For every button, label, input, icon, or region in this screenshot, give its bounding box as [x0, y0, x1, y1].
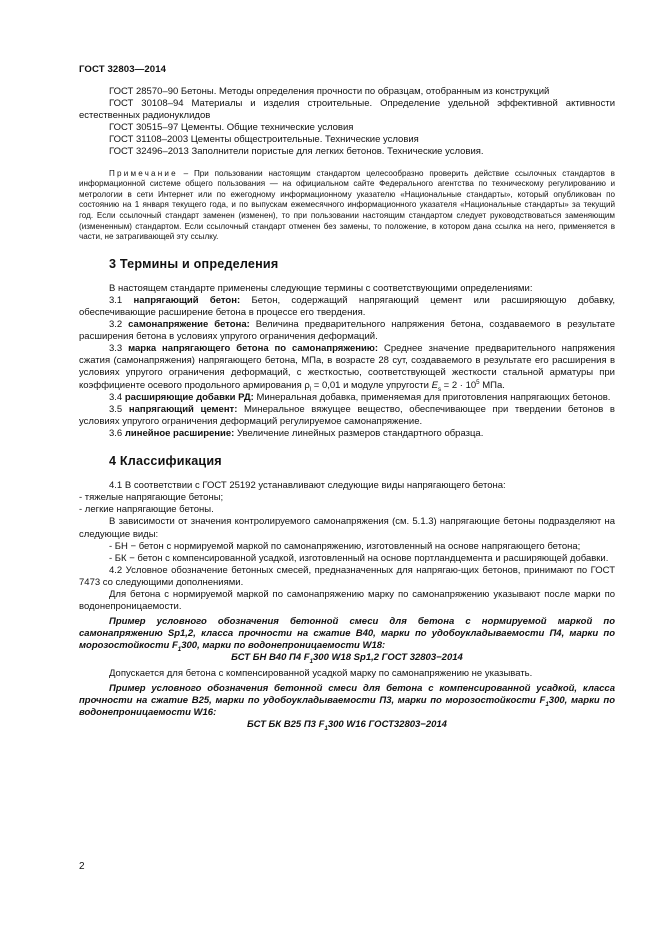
term-3-2 [79, 319, 615, 343]
classification-paragraph: Допускается для бетона с компенсированной усадкой марку по самонапряжению не указывать. [109, 667, 533, 679]
term-name: напрягающий цемент: [128, 403, 238, 415]
example-text: Пример условного обозначения бетонной смеси для бетона с нормируемой маркой по самонапряжению Sp1,2, класса прочности на сжатие B40, марки по удобоукладываемости П4, марки по морозостойкости F [79, 616, 615, 652]
classification-paragraph: 4.1 В соответствии с ГОСТ 25192 устанавливают следующие виды напрягающего бетона: [109, 480, 506, 492]
classification-paragraph: Для бетона с нормируемой маркой по самонапряжению марку по самонапряжению указывают после марки по водонепроницаемости. [79, 588, 615, 613]
term-number: 3.5 [109, 403, 129, 415]
section-3-heading: 3 Термины и определения [109, 256, 279, 271]
term-number: 3.6 [109, 427, 125, 439]
term-3-5 [79, 404, 615, 428]
terms-intro: В настоящем стандарте применены следующие термины с соответствующими определениями: [109, 282, 533, 294]
term-number: 3.4 [109, 391, 125, 403]
example-1-description [79, 616, 615, 652]
example-2-designation [79, 719, 615, 731]
standard-code-header: ГОСТ 32803—2014 [79, 64, 167, 75]
designation-text: БСТ БН В40 П4 F [231, 652, 310, 664]
list-item: - легкие напрягающие бетоны. [79, 504, 214, 516]
designation-text: 300 W16 ГОСТ32803−2014 [327, 718, 447, 730]
rho-subscript: l [309, 385, 312, 393]
reference-item: ГОСТ 30515–97 Цементы. Общие технические условия [109, 122, 354, 134]
term-definition: Увеличение линейных размеров стандартного образца. [234, 427, 484, 439]
term-name: самонапряжение бетона: [128, 319, 250, 331]
classification-paragraph: В зависимости от значения контролируемого самонапряжения (см. 5.1.3) напрягающие бетоны подразделяют на следующие виды: [79, 516, 615, 540]
reference-item: ГОСТ 30108–94 Материалы и изделия строительные. Определение удельной эффективной активности естественных радионуклидов [79, 98, 615, 122]
modulus-subscript: s [437, 385, 442, 393]
list-item: - БК − бетон с компенсированной усадкой, изготовленный на основе портландцемента и расширяющей добавки. [109, 552, 609, 564]
term-3-1 [79, 295, 615, 319]
example-text: 300, марки по водонепроницаемости W16: [79, 694, 616, 718]
classification-paragraph: 4.2 Условное обозначение бетонных смесей, предназначенных для напрягаю-щих бетонов, принимают по ГОСТ 7473 со следующими дополнениями. [79, 564, 615, 588]
modulus-value: = 2 · 10 [441, 379, 477, 391]
note-label: Примечание [109, 168, 178, 178]
term-name: напрягающий бетон: [133, 294, 241, 306]
term-definition: Бетон, содержащий напрягающий цемент или расширяющую добавку, обеспечивающие расширение бетона в процессе его твердения. [79, 294, 615, 318]
term-number: 3.1 [109, 294, 134, 306]
modulus-exponent: 5 [476, 378, 480, 386]
modulus-unit: МПа. [479, 379, 505, 391]
frost-subscript: 1 [324, 724, 328, 732]
term-name: марка напрягающего бетона по самонапряжению: [128, 343, 379, 355]
list-item: - БН − бетон с нормируемой маркой по самонапряжению, изготовленный на основе напрягающего бетона; [109, 540, 581, 552]
designation-text: 300 W18 Sp1,2 ГОСТ 32803−2014 [313, 652, 463, 664]
term-definition: Величина предварительного напряжения бетона, создаваемого в результате расширения бетона в условиях упругого ограничения деформаций. [79, 319, 615, 343]
term-3-4 [79, 392, 615, 404]
designation-text: БСТ БК В25 П3 F [247, 718, 325, 730]
page-content [79, 86, 615, 731]
page-number: 2 [79, 861, 85, 872]
section-3-body [79, 283, 615, 440]
example-1-designation [79, 652, 615, 664]
frost-subscript: 1 [177, 646, 182, 654]
term-3-3 [79, 343, 615, 391]
term-definition-mid: = 0,01 и модуле упругости [311, 379, 432, 391]
reference-item: ГОСТ 32496–2013 Заполнители пористые для легких бетонов. Технические условия. [109, 146, 484, 158]
term-number: 3.3 [109, 343, 129, 355]
note-text: – При пользовании настоящим стандартом целесообразно проверить действие ссылочных стандартов в информационной системе общего пользования — на официальном сайте Федерального агентства по техническому регулированию и метрологии в сети Интернет или по ежегодному информационному указателю «Национальные стандарты», который опубликован по состоянию на 1 января текущего года, и по выпускам ежемесячного информационного указателя «Национальные стандарты» за текущий год. Если ссылочный стандарт заменен (изменен), то при пользовании настоящим стандартом следует руководствоваться заменяющим (измененным) стандартом. Если ссылочный стандарт отменен без замены, то положение, в котором дана ссылка на него, применяется в части, не затрагивающей эту ссылку. [79, 168, 615, 242]
list-item: - тяжелые напрягающие бетоны; [79, 492, 224, 504]
frost-subscript: 1 [545, 700, 549, 708]
term-number: 3.2 [109, 319, 129, 331]
term-name: расширяющие добавки РД: [124, 391, 254, 403]
section-4-body [79, 480, 615, 731]
example-text: Пример условного обозначения бетонной смеси для бетона с компенсированной усадкой, класса прочности на сжатие B25, марки по удобоукладываемости П3, марки по морозостойкости F [79, 682, 615, 706]
term-name: линейное расширение: [124, 427, 235, 439]
term-3-6 [79, 428, 615, 440]
example-2-description [79, 683, 615, 719]
term-definition: Среднее значение предварительного напряжения сжатия (самонапряжения) напрягающего бетона, МПа, в возрасте 28 сут, создаваемого в результате его расширения в условиях упругого ограничения деформаций, с жесткостью, соответствующей жесткости стальной арматуры при коэффициенте осевого продольного армирования ρ [79, 343, 616, 391]
reference-item: ГОСТ 28570–90 Бетоны. Методы определения прочности по образцам, отобранным из конструкций [109, 86, 550, 97]
term-definition: Минеральное вяжущее вещество, обеспечивающее при твердении бетонов в условиях упругого ограничения деформаций регулируемое самонапряжение. [79, 403, 615, 427]
section-4-heading: 4 Классификация [109, 454, 222, 469]
example-text: 300, марки по водонепроницаемости W18: [181, 640, 386, 652]
frost-subscript: 1 [309, 658, 314, 666]
reference-item: ГОСТ 31108–2003 Цементы общестроительные. Технические условия [109, 134, 419, 146]
modulus-symbol: E [431, 379, 438, 391]
normative-references-list [79, 86, 615, 159]
term-definition: Минеральная добавка, применяемая для приготовления напрягающих бетонов. [253, 391, 611, 403]
note-paragraph [79, 169, 615, 243]
